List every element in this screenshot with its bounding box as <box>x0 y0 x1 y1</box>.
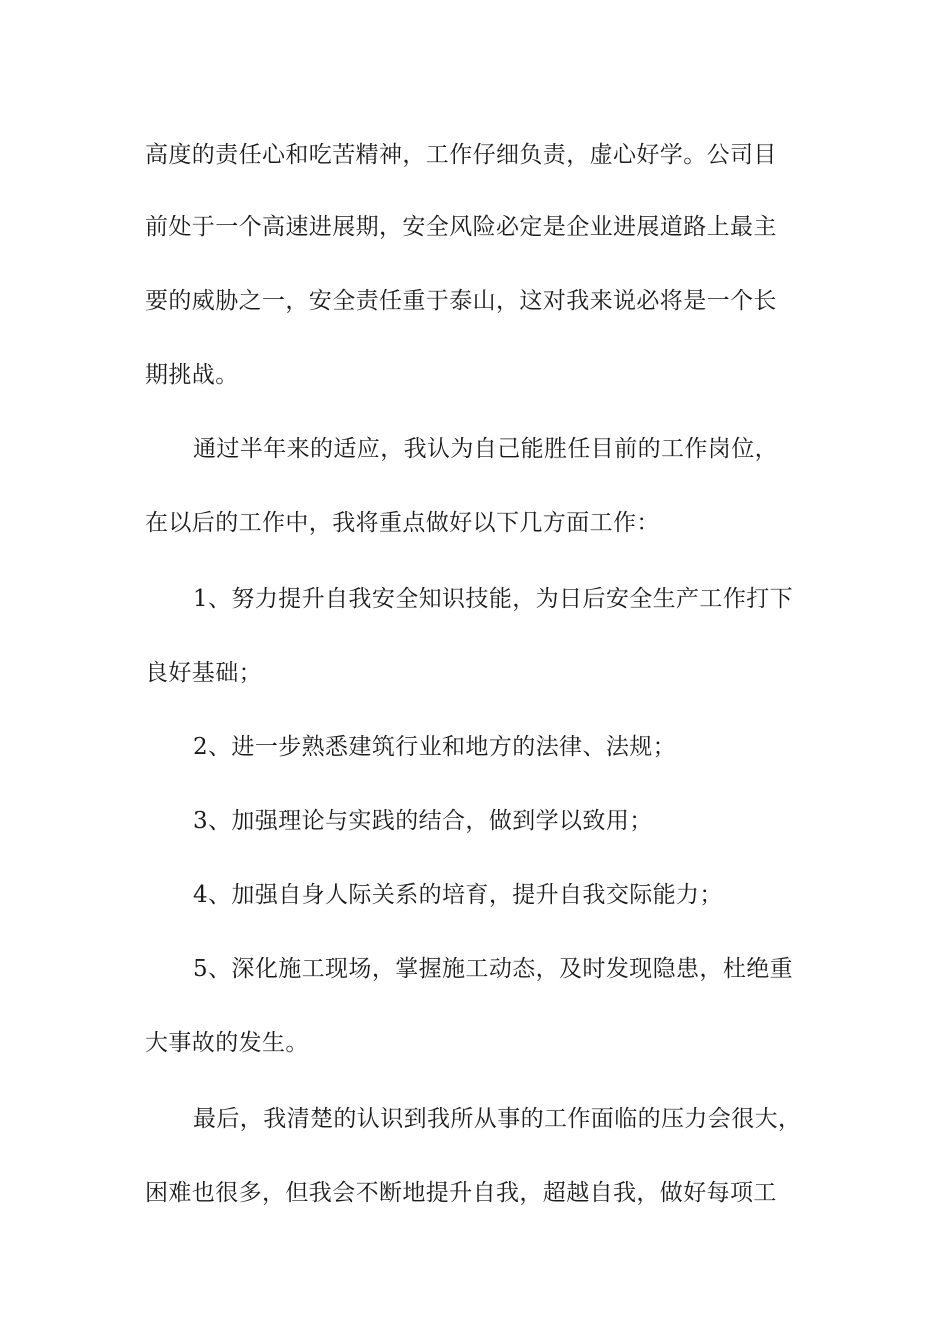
paragraph-line: 最后，我清楚的认识到我所从事的工作面临的压力会很大， <box>193 1106 802 1132</box>
paragraph-line: 要的威胁之一，安全责任重于泰山，这对我来说必将是一个长 <box>145 288 777 314</box>
paragraph-line: 在以后的工作中，我将重点做好以下几方面工作： <box>145 510 660 536</box>
list-item-1-line: 良好基础； <box>145 660 262 686</box>
list-item-3-line: 3、加强理论与实践的结合，做到学以致用； <box>193 808 653 834</box>
list-item-2-line: 2、进一步熟悉建筑行业和地方的法律、法规； <box>193 734 677 760</box>
paragraph-line: 高度的责任心和吃苦精神，工作仔细负责，虚心好学。公司目 <box>145 142 777 168</box>
paragraph-line: 期挑战。 <box>145 362 239 388</box>
list-item-4-line: 4、加强自身人际关系的培育，提升自我交际能力； <box>193 882 723 908</box>
paragraph-line: 通过半年来的适应，我认为自己能胜任目前的工作岗位， <box>193 436 778 462</box>
paragraph-line: 困难也很多，但我会不断地提升自我，超越自我，做好每项工 <box>145 1180 777 1206</box>
list-item-1-line: 1、努力提升自我安全知识技能，为日后安全生产工作打下 <box>193 586 794 612</box>
list-item-5-line: 大事故的发生。 <box>145 1030 309 1056</box>
list-item-5-line: 5、深化施工现场，掌握施工动态，及时发现隐患，杜绝重 <box>193 956 794 982</box>
paragraph-line: 前处于一个高速进展期，安全风险必定是企业进展道路上最主 <box>145 214 777 240</box>
